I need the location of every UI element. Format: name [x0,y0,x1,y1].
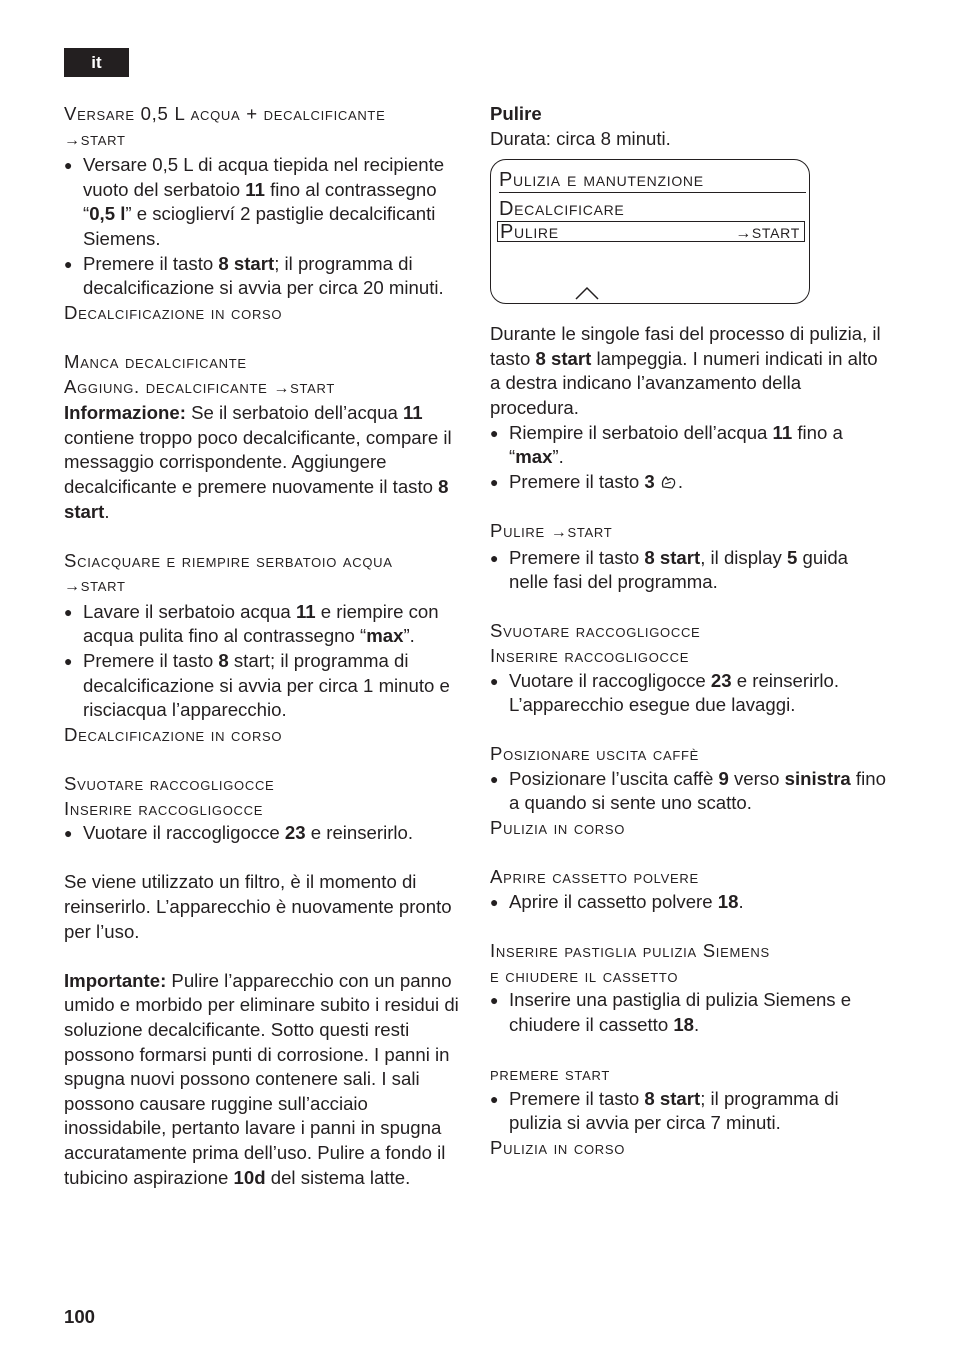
display-line-3-action: →start [735,221,800,244]
display-panel [490,159,810,304]
list-item: ● Riempire il serbatoio dell’acqua 11 fino a “max”. [490,421,890,470]
heading-posizionare: Posizionare uscita caffè [490,743,700,765]
list-item: ● Vuotare il raccogligocce 23 e reinserirlo. [64,821,469,846]
important-paragraph: Importante: Pulire l’apparecchio con un panno umido e morbido per eliminare subito i residui di soluzione decalcificante. Sotto questi resti possono formarsi punti di corrosione. I panni in spugna nuovi possono contenere sali. I sali possono causare ruggine sull’acciaio inossidabile, pertanto lavare i panni in spugna accuratamente prima dell’uso. Pulire a fondo il tubicino aspirazione 10d del sistema latte. [64,969,459,1188]
caret-up-icon [575,286,599,300]
heading-pastiglia: Inserire pastiglia pulizia Siemens [490,940,770,962]
status-pulizia: Pulizia in corso [490,817,626,839]
heading-svuotare: Svuotare raccogligocce [490,620,701,642]
heading-aprire: Aprire cassetto polvere [490,866,699,888]
heading-aggiungi: Aggiung. decalcificante →start [64,375,336,397]
info-paragraph: Informazione: Se il serbatoio dell’acqua 11 contiene troppo poco decalcificante, compare il messaggio corrispondente. Aggiungere decalcificante e premere nuovamente il tasto 8 start. [64,402,452,522]
list-item: ● Inserire una pastiglia di pulizia Siemens e chiudere il cassetto 18. [490,988,890,1037]
right-column [490,102,890,1160]
status-pulizia-2: Pulizia in corso [490,1136,626,1158]
list-item: ● Premere il tasto 8 start; il programma di pulizia si avvia per circa 7 minuti. [490,1087,890,1136]
section-title: Pulire [490,103,542,124]
heading-sciacquare: Sciacquare e riempire serbatoio acqua [64,549,393,571]
list-item: ● Premere il tasto 8 start; il programma di decalcificazione si avvia per circa 20 minuti. [64,252,469,301]
heading-versare-start: →start [64,127,126,149]
heading-inserire: Inserire raccogligocce [64,797,264,819]
language-tab: it [64,48,129,77]
heading-inserire: Inserire raccogligocce [490,644,690,666]
list-item: ● Vuotare il raccogligocce 23 e reinserirlo. L’apparecchio esegue due lavaggi. [490,669,890,718]
filter-paragraph: Se viene utilizzato un filtro, è il momento di reinserirlo. L’apparecchio è nuovamente pronto per l’uso. [64,871,452,942]
heading-chiudere: e chiudere il cassetto [490,964,679,986]
list-item: ● Lavare il serbatoio acqua 11 e riempire con acqua pulita fino al contrassegno “max”. [64,600,469,649]
heading-pulire-start: Pulire →start [490,519,613,541]
status-decalcificazione-2: Decalcificazione in corso [64,723,283,745]
list-item: ● Aprire il cassetto polvere 18. [490,890,890,915]
list-item: ● Premere il tasto 8 start; il programma di decalcificazione si avvia per circa 1 minuto e risciacqua l’apparecchio. [64,649,469,723]
left-column [64,102,469,1190]
display-line-3-selected [497,221,805,242]
heading-svuotare: Svuotare raccogligocce [64,773,275,795]
heading-premere-start: premere start [490,1063,610,1084]
heading-sciacquare-start: →start [64,574,126,596]
process-paragraph: Durante le singole fasi del processo di pulizia, il tasto 8 start lampeggia. I numeri indicati in alto a destra indicano l’avanzamento della procedura. [490,323,881,418]
list-item: ● Premere il tasto 8 start, il display 5 guida nelle fasi del programma. [490,546,890,595]
list-item: ● Premere il tasto 3 . [490,470,890,495]
heading-manca: Manca decalcificante [64,350,247,372]
list-item: ● Posizionare l’uscita caffè 9 verso sinistra fino a quando si sente uno scatto. [490,767,890,816]
clean-icon [660,474,678,490]
heading-versare: Versare 0,5 L acqua + decalcificante [64,103,386,124]
display-line-2: Decalcificare [499,198,625,221]
duration: Durata: circa 8 minuti. [490,127,671,149]
list-item: ● Versare 0,5 L di acqua tiepida nel recipiente vuoto del serbatoio 11 fino al contrassegno “0,5 l” e scioglierví 2 pastiglie decalcificanti Siemens. [64,153,469,251]
status-decalcificazione: Decalcificazione in corso [64,301,283,323]
page-number: 100 [64,1306,96,1327]
display-line-3-label: Pulire [500,221,559,244]
display-line-1: Pulizia e manutenzione [499,168,806,193]
